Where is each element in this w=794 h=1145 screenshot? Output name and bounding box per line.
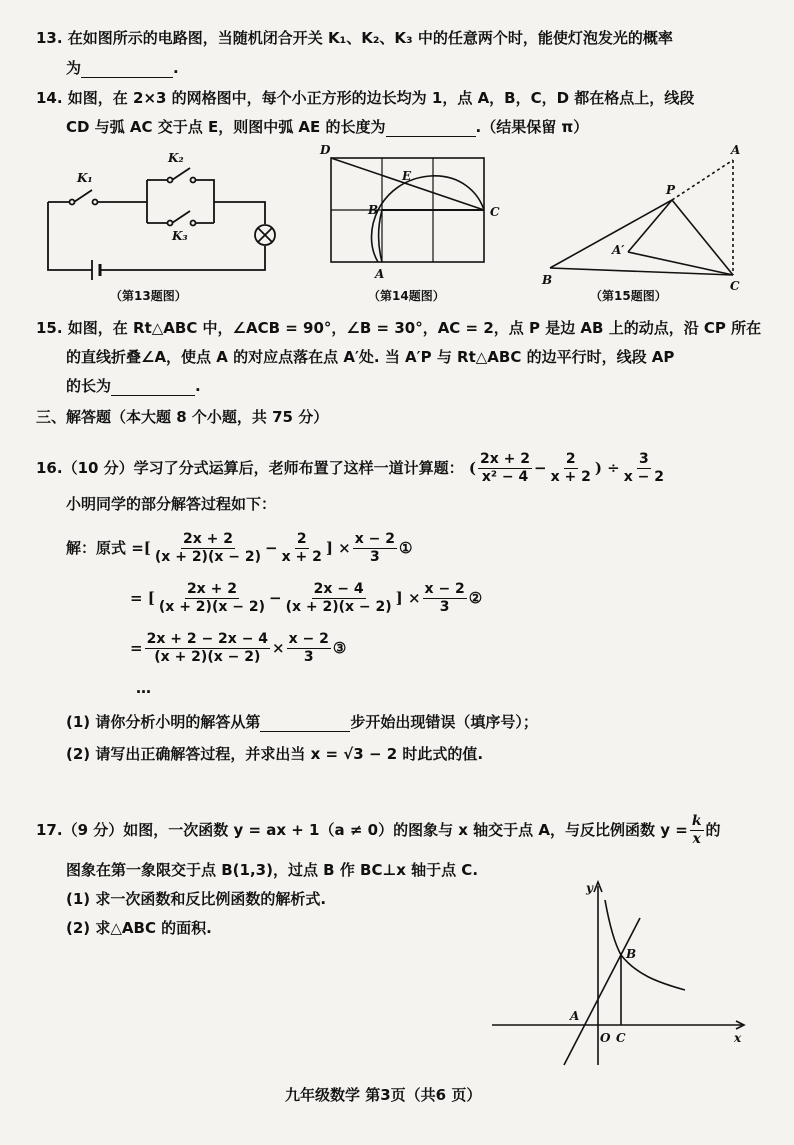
q16-prompt: 16.（10 分）学习了分式运算后，老师布置了这样一道计算题： ( $\frac{2x + 2}{\text{x² − 4}}$ − $\frac{2}{x + 2}$ ) ÷ $\frac{3}{x - 2}$ bbox=[36, 451, 664, 485]
q16-sub2: (2) 请写出正确解答过程，并求出当 x = √3 − 2 时此式的值. bbox=[66, 745, 484, 763]
q14-answer-blank[interactable] bbox=[386, 120, 476, 137]
label-k1: K₁ bbox=[77, 171, 93, 185]
section-3-heading: 三、解答题（本大题 8 个小题，共 75 分） bbox=[36, 408, 329, 426]
q17-suffix: 的 bbox=[705, 821, 721, 839]
q16-sub1-prefix: (1) 请你分析小明的解答从第 bbox=[66, 713, 261, 731]
q17-line2: 图象在第一象限交于点 B(1,3)，过点 B 作 BC⊥x 轴于点 C. bbox=[66, 861, 479, 879]
q14-line2 bbox=[66, 117, 588, 137]
figures-row bbox=[0, 140, 794, 310]
label-d: D bbox=[320, 143, 331, 157]
q17-sub2: (2) 求△ABC 的面积. bbox=[66, 919, 212, 937]
q17-prefix: 17.（9 分）如图，一次函数 y = ax + 1（a ≠ 0）的图象与 x 轴交于点 A，与反比例函数 y = bbox=[36, 821, 688, 839]
fig15-caption: （第15题图） bbox=[590, 289, 667, 303]
triangle-fold-diagram bbox=[550, 160, 733, 275]
step-tag-2: ② bbox=[468, 589, 483, 607]
label-b14: B bbox=[368, 203, 379, 217]
q14-suffix: .（结果保留 π） bbox=[475, 118, 589, 136]
label-e: E bbox=[402, 169, 412, 183]
q15-suffix: . bbox=[195, 377, 201, 395]
label-c15: C bbox=[730, 279, 740, 293]
q16-answer-blank[interactable] bbox=[260, 715, 350, 732]
q17-line1 bbox=[36, 810, 721, 850]
q16-frac3: $\frac{3}{x - 2}$ bbox=[623, 451, 664, 485]
label-c17: C bbox=[616, 1031, 626, 1045]
label-b17: B bbox=[626, 947, 637, 961]
q15-line2: 的直线折叠∠A，使点 A 的对应点落在点 A′处. 当 A′P 与 Rt△ABC 的边平行时，线段 AP bbox=[66, 348, 675, 366]
q13-prefix: 为 bbox=[66, 59, 82, 77]
q15-answer-blank[interactable] bbox=[111, 379, 195, 396]
q17-k-frac: $\frac{k}{x}$ bbox=[691, 813, 702, 847]
q16-step2: = [ $\frac{2x + 2}{(x + 2)(x - 2)}$ − $\frac{2x - 4}{(x + 2)(x - 2)}$ ] × $\frac{x - 2}{3}$ ② bbox=[130, 581, 483, 615]
step-tag-1: ① bbox=[398, 539, 413, 557]
q15-prefix: 的长为 bbox=[66, 377, 112, 395]
label-y: y bbox=[586, 881, 593, 895]
q13-suffix: . bbox=[173, 59, 179, 77]
label-k2: K₂ bbox=[168, 151, 184, 165]
q16-sub1-suffix: 步开始出现错误（填序号）； bbox=[350, 713, 538, 731]
q16-sub1 bbox=[66, 712, 538, 732]
label-aprime: A′ bbox=[612, 243, 625, 257]
q15-line1: 15. 如图，在 Rt△ABC 中，∠ACB = 90°，∠B = 30°，AC = 2，点 P 是边 AB 上的动点，沿 CP 所在 bbox=[36, 319, 762, 337]
q16-frac2: $\frac{2}{x + 2}$ bbox=[550, 451, 591, 485]
q13-line1: 13. 在如图所示的电路图，当随机闭合开关 K₁、K₂、K₃ 中的任意两个时，能使灯泡发光的概率 bbox=[36, 29, 673, 47]
q14-line1: 14. 如图，在 2×3 的网格图中，每个小正方形的边长均为 1，点 A，B，C，D 都在格点上，线段 bbox=[36, 89, 695, 107]
q16-frac1: $\frac{2x + 2}{\text{x² − 4}}$ bbox=[480, 451, 531, 485]
label-k3: K₃ bbox=[172, 229, 188, 243]
step-tag-3: ③ bbox=[332, 639, 347, 657]
hyperbola-curve bbox=[605, 900, 685, 990]
q16-step1: 解：原式 =[ $\frac{2x + 2}{(x + 2)(x - 2)}$ − $\frac{2}{x + 2}$ ] × $\frac{x - 2}{3}$ ① bbox=[66, 531, 413, 565]
label-c14: C bbox=[490, 205, 500, 219]
q16-prefix: 16.（10 分）学习了分式运算后，老师布置了这样一道计算题： bbox=[36, 459, 464, 477]
label-a15: A bbox=[731, 143, 741, 157]
fig13-caption: （第13题图） bbox=[110, 289, 187, 303]
q17-sub1: (1) 求一次函数和反比例函数的解析式. bbox=[66, 890, 327, 908]
q16-ellipsis: … bbox=[136, 679, 151, 697]
q13-answer-blank[interactable] bbox=[81, 61, 173, 78]
function-graph bbox=[480, 870, 760, 1070]
q15-line3 bbox=[66, 376, 201, 396]
q13-line2 bbox=[66, 58, 179, 78]
label-p15: P bbox=[666, 183, 676, 197]
label-b15: B bbox=[542, 273, 553, 287]
label-x: x bbox=[734, 1031, 742, 1045]
fig14-caption: （第14题图） bbox=[368, 289, 445, 303]
label-o: O bbox=[600, 1031, 611, 1045]
page-footer: 九年级数学 第3页（共6 页） bbox=[285, 1086, 482, 1104]
q16-intro: 小明同学的部分解答过程如下： bbox=[66, 495, 277, 513]
q14-prefix: CD 与弧 AC 交于点 E，则图中弧 AE 的长度为 bbox=[66, 118, 386, 136]
label-a17: A bbox=[570, 1009, 580, 1023]
solve-label: 解：原式 = bbox=[66, 539, 144, 557]
q16-step3: = $\frac{2x + 2 - 2x - 4}{(x + 2)(x - 2)}$ × $\frac{x - 2}{3}$ ③ bbox=[130, 631, 347, 665]
label-a14: A bbox=[375, 267, 385, 281]
